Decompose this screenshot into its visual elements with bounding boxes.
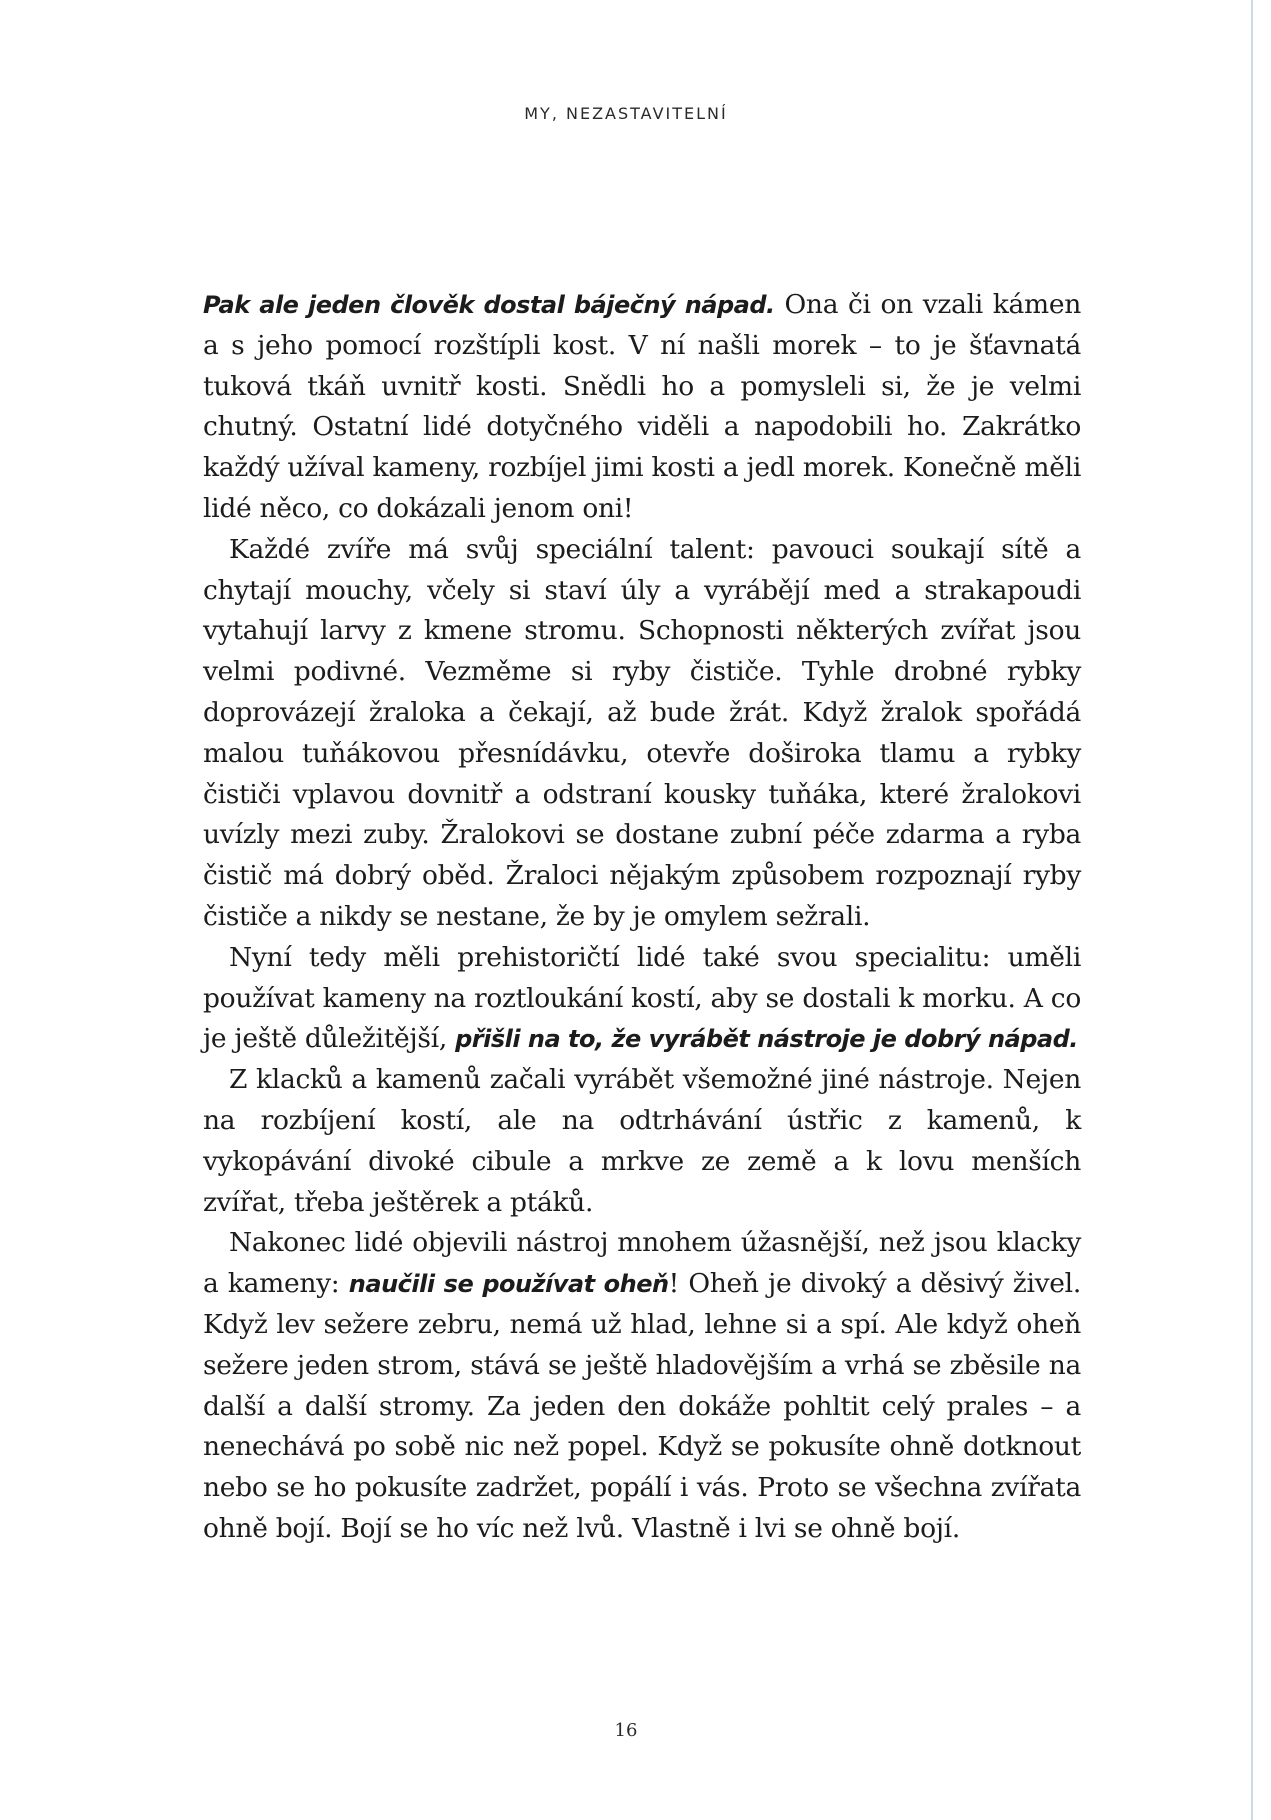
paragraph-1 <box>203 285 1081 530</box>
paragraph-text: Nakonec lidé objevili nástroj mnohem úžasnější, než jsou klacky a kameny: <box>203 1227 1081 1300</box>
paragraph-4 <box>203 1060 1081 1223</box>
paragraph-text: Z klacků a kamenů začali vyrábět všemožné jiné nástroje. Nejen na rozbíjení kostí, ale na odtrhávání ústřic z kamenů, k vykopávání divoké cibule a mrkve ze země a k lovu menších zvířat, třeba ještěrek a ptáků. <box>203 1064 1081 1218</box>
paragraph-3 <box>203 938 1081 1060</box>
paragraph-text: ! Oheň je divoký a děsivý živel. Když lev sežere zebru, nemá už hlad, lehne si a spí. Ale když oheň sežere jeden strom, stává se ještě hladovějším a vrhá se zběsile na další a další stromy. Za jeden den dokáže pohltit celý prales – a nenechává po sobě nic než popel. Když se pokusíte ohně dotknout nebo se ho pokusíte zadržet, popálí i vás. Proto se všechna zvířata ohně bojí. Bojí se ho víc než lvů. Vlastně i lvi se ohně bojí. <box>203 1268 1081 1544</box>
page-number: 16 <box>614 1720 638 1741</box>
paragraph-text: Každé zvíře má svůj speciální talent: pavouci soukají sítě a chytají mouchy, včely si staví úly a vyrábějí med a strakapoudi vytahují larvy z kmene stromu. Schopnosti některých zvířat jsou velmi podivné. Vezměme si ryby čističe. Tyhle drobné rybky doprovázejí žraloka a čekají, až bude žrát. Když žralok spořádá malou tuňákovou přesnídávku, otevře doširoka tlamu a rybky čističi vplavou dovnitř a odstraní kousky tuňáka, které žralokovi uvízly mezi zuby. Žralokovi se dostane zubní péče zdarma a ryba čistič má dobrý oběd. Žraloci nějakým způsobem rozpoznají ryby čističe a nikdy se nestane, že by je omylem sežrali. <box>203 533 1081 932</box>
handwritten-highlight: Pak ale jeden člověk dostal báječný nápad. <box>203 291 775 319</box>
paragraph-text: Nyní tedy měli prehistoričtí lidé také svou specialitu: uměli používat kameny na roztloukání kostí, aby se dostali k morku. A co je ještě důležitější, <box>203 941 1081 1055</box>
paragraph-5 <box>203 1223 1081 1549</box>
handwritten-highlight: přišli na to, že vyrábět nástroje je dobrý nápad. <box>455 1025 1078 1054</box>
handwritten-highlight: naučili se používat oheň <box>348 1270 669 1299</box>
running-header: MY, NEZASTAVITELNÍ <box>524 104 728 123</box>
paragraph-text: Ona či on vzali kámen a s jeho pomocí rozštípli kost. V ní našli morek – to je šťavnatá tuková tkáň uvnitř kosti. Snědli ho a pomysleli si, že je velmi chutný. Ostatní lidé dotyčného viděli a napodobili ho. Zakrátko každý užíval kameny, rozbíjel jimi kosti a jedl morek. Konečně měli lidé něco, co dokázali jenom oni! <box>203 289 1081 524</box>
page-edge-line <box>1251 0 1253 1820</box>
body-text <box>203 285 1081 1550</box>
paragraph-2 <box>203 530 1081 938</box>
